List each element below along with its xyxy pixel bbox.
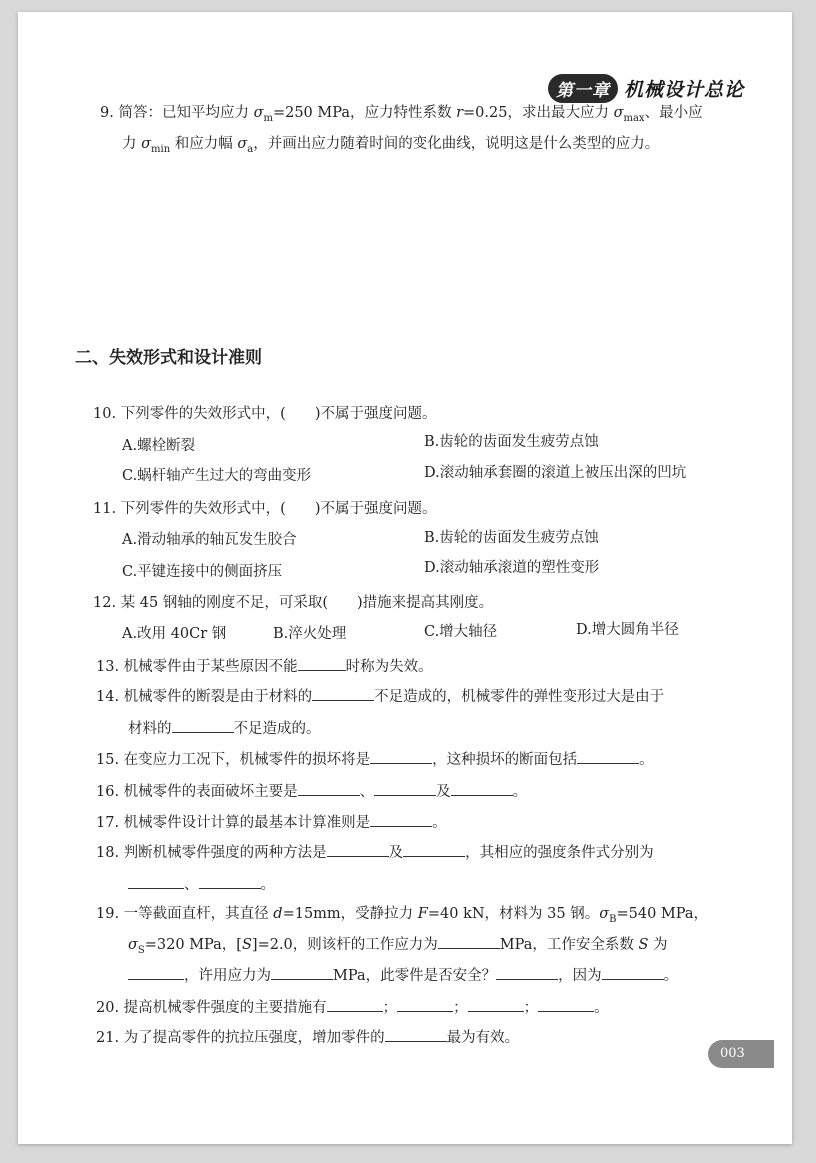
question-number: 16. [96, 784, 120, 800]
question-text: 下列零件的失效形式中，( )不属于强度问题。 [120, 406, 437, 422]
text: ； [453, 1000, 468, 1016]
question-15 [96, 749, 654, 770]
option-d: D.滚动轴承滚道的塑性变形 [424, 560, 600, 576]
d-symbol: d [273, 906, 283, 922]
subscript: B [609, 913, 617, 925]
option-d: D.滚动轴承套圈的滚道上被压出深的凹坑 [424, 465, 687, 481]
text: 材料的 [128, 721, 172, 737]
question-20 [96, 997, 609, 1018]
answer-blank[interactable] [298, 656, 346, 671]
sigma-symbol: σ [141, 136, 152, 152]
text: 机械零件设计计算的最基本计算准则是 [123, 815, 371, 831]
question-number: 11. [93, 501, 117, 517]
question-number: 10. [93, 406, 117, 422]
chapter-label: 第一章 [548, 74, 618, 103]
question-text: 某 45 钢轴的刚度不足，可采取( )措施来提高其刚度。 [120, 595, 494, 611]
question-number: 12. [93, 595, 117, 611]
text: 及 [436, 784, 451, 800]
option-c: C.增大轴径 [424, 624, 498, 640]
sigma-symbol: σ [253, 105, 264, 121]
answer-blank[interactable] [374, 781, 436, 796]
text: =40 kN，材料为 35 钢。 [427, 906, 600, 922]
subscript: max [623, 112, 645, 124]
question-14-line-1 [96, 686, 664, 707]
answer-blank[interactable] [128, 874, 184, 889]
text: 。 [432, 815, 447, 831]
question-14-line-2 [128, 718, 321, 739]
text: 一等截面直杆，其直径 [123, 906, 274, 922]
text: 。 [663, 968, 679, 984]
section-title: 二、失效形式和设计准则 [75, 348, 262, 368]
answer-blank[interactable] [496, 965, 558, 980]
answer-blank[interactable] [172, 718, 234, 733]
text: 简答：已知平均应力 [118, 105, 254, 121]
answer-blank[interactable] [451, 781, 513, 796]
question-number: 14. [96, 689, 120, 705]
question-21 [96, 1027, 519, 1048]
answer-blank[interactable] [602, 965, 664, 980]
text: 、最小应 [644, 105, 703, 121]
answer-blank[interactable] [312, 686, 374, 701]
question-16 [96, 781, 527, 802]
answer-blank[interactable] [199, 874, 261, 889]
question-10 [93, 404, 436, 424]
text: 不足造成的，机械零件的弹性变形过大是由于 [374, 689, 665, 705]
answer-blank[interactable] [403, 842, 465, 857]
text: ，许用应力为 [184, 968, 271, 984]
answer-blank[interactable] [370, 812, 432, 827]
chapter-header [548, 73, 744, 103]
question-number: 18. [96, 845, 120, 861]
text: ]=2.0，则该杆的工作应力为 [251, 937, 438, 953]
text: 机械零件的表面破坏主要是 [123, 784, 298, 800]
text: 时称为失效。 [345, 659, 433, 675]
option-a: A.改用 40Cr 钢 [122, 626, 227, 642]
chapter-title: 机械设计总论 [624, 78, 745, 101]
text: 、 [184, 877, 199, 893]
question-text: 下列零件的失效形式中，( )不属于强度问题。 [120, 501, 437, 517]
option-c: C.蜗杆轴产生过大的弯曲变形 [122, 468, 312, 484]
answer-blank[interactable] [271, 965, 333, 980]
text: ； [523, 1000, 539, 1016]
answer-blank[interactable] [370, 749, 432, 764]
text: =250 MPa，应力特性系数 [272, 105, 457, 121]
text: =320 MPa，[ [144, 937, 242, 953]
s-symbol: S [638, 937, 649, 953]
option-b: B.齿轮的齿面发生疲劳点蚀 [424, 434, 599, 450]
question-18-line-2 [128, 874, 275, 895]
option-a: A.滑动轴承的轴瓦发生胶合 [122, 532, 297, 548]
text: 力 [122, 136, 142, 152]
question-13 [96, 656, 433, 677]
question-number: 21. [96, 1030, 120, 1046]
question-number: 17. [96, 815, 120, 831]
sigma-symbol: σ [128, 937, 138, 953]
answer-blank[interactable] [438, 934, 500, 949]
text: 。 [594, 1000, 609, 1016]
question-11 [93, 499, 436, 519]
subscript: a [247, 143, 254, 155]
text: 在变应力工况下，机械零件的损坏将是 [123, 752, 371, 768]
answer-blank[interactable] [538, 997, 594, 1012]
question-19-line-1 [96, 904, 708, 930]
question-number: 19. [96, 906, 120, 922]
sigma-symbol: σ [613, 105, 624, 121]
text: 。 [512, 784, 528, 800]
f-symbol: F [417, 906, 428, 922]
sigma-symbol: σ [237, 136, 248, 152]
question-9-line-1 [100, 103, 703, 129]
question-18-line-1 [96, 842, 654, 863]
question-12 [93, 593, 493, 613]
question-number: 13. [96, 659, 120, 675]
question-9-line-2 [122, 134, 659, 160]
text: ，因为 [558, 968, 602, 984]
text: 及 [388, 845, 404, 861]
question-number: 9. [100, 105, 114, 121]
text: 。 [260, 877, 275, 893]
subscript: min [151, 143, 171, 155]
text: 机械零件由于某些原因不能 [123, 659, 298, 675]
text: ； [382, 1000, 398, 1016]
answer-blank[interactable] [385, 1027, 447, 1042]
question-number: 15. [96, 752, 120, 768]
text: =0.25，求出最大应力 [463, 105, 614, 121]
text: MPa，此零件是否安全？ [333, 968, 497, 984]
text: 为了提高零件的抗拉压强度，增加零件的 [123, 1030, 385, 1046]
option-b: B.齿轮的齿面发生疲劳点蚀 [424, 530, 599, 546]
subscript: m [263, 112, 273, 124]
s-symbol: S [241, 937, 252, 953]
text: 和应力幅 [170, 136, 238, 152]
text: 为 [648, 937, 668, 953]
option-a: A.螺栓断裂 [122, 438, 196, 454]
text: 判断机械零件强度的两种方法是 [123, 845, 327, 861]
text: 不足造成的。 [233, 721, 321, 737]
text: 机械零件的断裂是由于材料的 [123, 689, 313, 705]
text: 、 [359, 784, 375, 800]
option-c: C.平键连接中的侧面挤压 [122, 564, 283, 580]
question-19-line-2 [128, 934, 668, 961]
text: MPa，工作安全系数 [499, 937, 639, 953]
text: =540 MPa， [616, 906, 709, 922]
question-19-line-3 [128, 965, 678, 986]
text: 最为有效。 [446, 1030, 520, 1046]
question-17 [96, 812, 447, 833]
r-symbol: r [456, 105, 464, 121]
answer-blank[interactable] [327, 842, 389, 857]
sigma-symbol: σ [599, 906, 610, 922]
option-b: B.淬火处理 [273, 626, 347, 642]
answer-blank[interactable] [298, 781, 360, 796]
question-number: 20. [96, 1000, 120, 1016]
page-number: 003 [708, 1040, 774, 1068]
text: ，这种损坏的断面包括 [432, 752, 578, 768]
text: 。 [639, 752, 654, 768]
text: ，并画出应力随着时间的变化曲线，说明这是什么类型的应力。 [253, 136, 660, 152]
answer-blank[interactable] [577, 749, 639, 764]
answer-blank[interactable] [128, 965, 184, 980]
text: =15mm，受静拉力 [282, 906, 418, 922]
subscript: S [137, 944, 145, 956]
text: ，其相应的强度条件式分别为 [465, 845, 654, 861]
answer-blank[interactable] [468, 997, 524, 1012]
option-d: D.增大圆角半径 [576, 622, 679, 638]
answer-blank[interactable] [327, 997, 383, 1012]
answer-blank[interactable] [397, 997, 453, 1012]
text: 提高机械零件强度的主要措施有 [123, 1000, 327, 1016]
